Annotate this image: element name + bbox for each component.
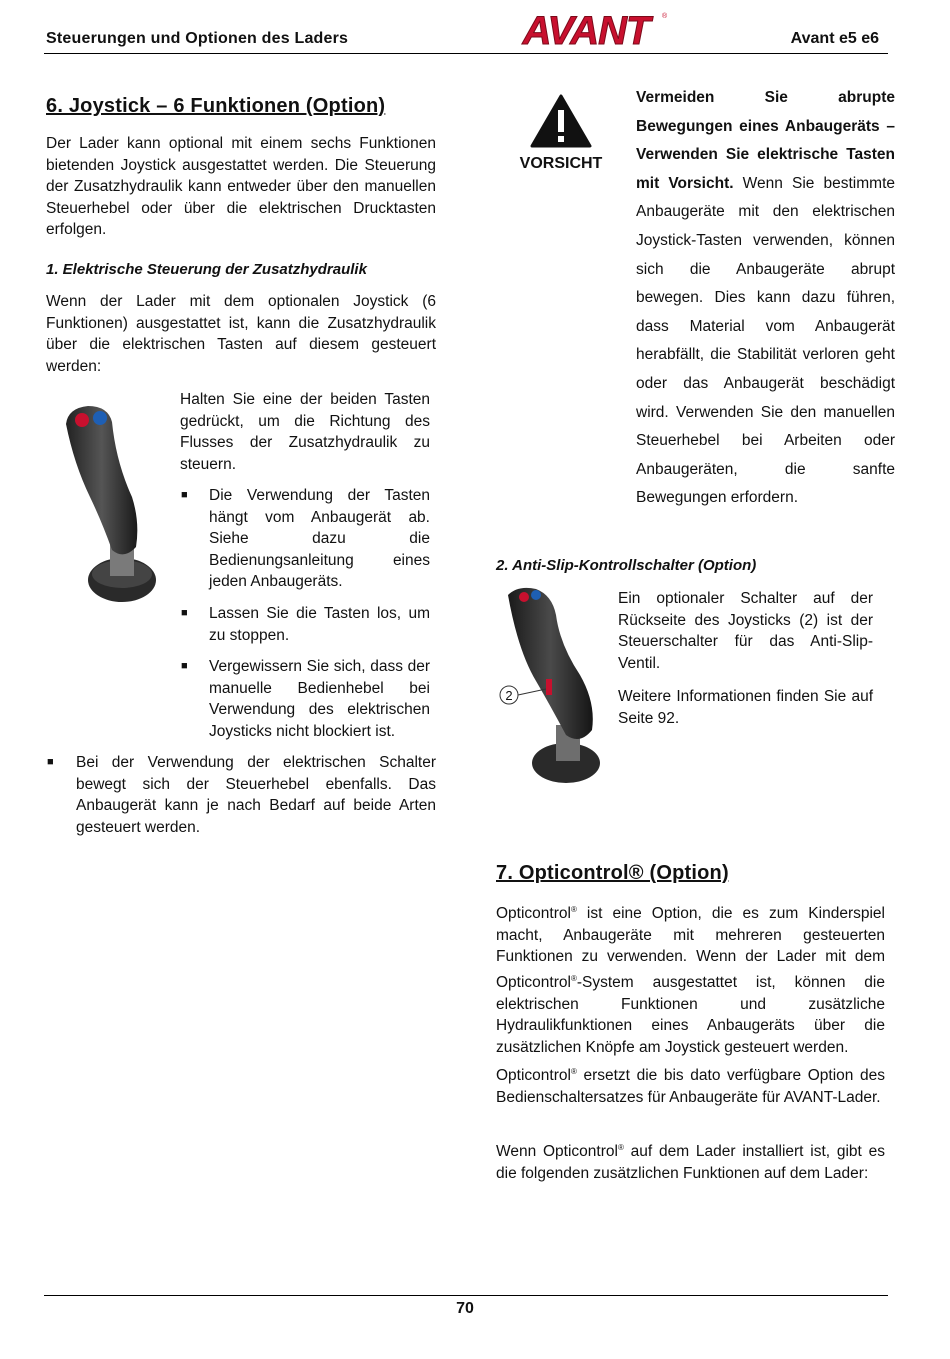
registered-mark: ®	[617, 1143, 624, 1152]
joystick-image	[58, 402, 168, 607]
text-span: Opticontrol	[496, 1067, 571, 1085]
subsection-2-reference: Weitere Informationen finden Sie auf Seite 92.	[618, 688, 873, 727]
bullet-item: Lassen Sie die Tasten los, um zu stoppen.	[209, 605, 430, 644]
bullet-marker: ■	[181, 660, 188, 672]
hold-buttons-text: Halten Sie eine der beiden Tasten gedrückt, um die Richtung des Flusses der Zusatzhydraulik zu steuern.	[180, 391, 430, 473]
warning-block	[514, 94, 608, 173]
bullet-marker: ■	[181, 489, 188, 501]
registered-mark: ®	[570, 1067, 577, 1076]
callout-number: 2	[505, 688, 513, 703]
footer-rule	[44, 1295, 888, 1296]
joystick-rear-image	[496, 585, 608, 785]
avant-logo	[502, 6, 670, 50]
opticontrol-paragraph-3	[496, 1137, 885, 1184]
text-span: ist eine Option, die es zum Kinderspiel macht, Anbaugeräte mit mehreren gesteuerten Funktionen zu verwenden. Wenn der Lader mit dem Opticontrol	[496, 905, 885, 992]
warning-label: VORSICHT	[519, 155, 603, 172]
text-span: Opticontrol	[496, 905, 571, 923]
registered-mark: ®	[570, 905, 577, 914]
registered-mark: ®	[570, 973, 577, 983]
section-6-intro: Der Lader kann optional mit einem sechs Funktionen bietenden Joystick ausgestattet werden. Die Steuerung der Zusatzhydraulik kann entweder über den manuellen Steuerhebel oder über die elektrischen Drucktasten erfolgen.	[46, 135, 436, 239]
section-7-title: 7. Opticontrol® (Option)	[496, 862, 729, 884]
opticontrol-paragraph-1	[496, 899, 885, 1058]
avant-logo-text: AVANT	[522, 9, 650, 50]
text-span: Wenn Opticontrol	[496, 1143, 618, 1161]
subsection-2-title: 2. Anti-Slip-Kontrollschalter (Option)	[496, 557, 757, 574]
text-span: auf dem Lader installiert ist, gibt es die folgenden zusätzlichen Funktionen auf dem Lader:	[496, 1143, 885, 1182]
bullet-marker: ■	[181, 607, 188, 619]
svg-text:®: ®	[662, 13, 668, 20]
opticontrol-paragraph-2	[496, 1061, 885, 1108]
warning-text-bold: Vermeiden Sie abrupte Bewegungen eines Anbaugeräts – Verwenden Sie elektrische Tasten mit Vorsicht.	[636, 89, 895, 192]
page-number: 70	[456, 1300, 474, 1317]
text-span: ersetzt die bis dato verfügbare Option des Bedienschaltersatzes für Anbaugeräte für AVANT-Lader.	[496, 1067, 885, 1106]
header-left-title: Steuerungen und Optionen des Laders	[46, 30, 349, 47]
outer-bullet-item: Bei der Verwendung der elektrischen Schalter bewegt sich der Steuerhebel ebenfalls. Das Anbaugerät kann je nach Bedarf auf beide Arten gesteuert werden.	[76, 754, 436, 836]
text-span: -System ausgestattet ist, können die elektrischen Funktionen und zusätzliche Hydraulikfunktionen eines Anbaugeräts über die zusätzlichen Knöpfe am Joystick gesteuert werden.	[496, 974, 885, 1056]
bullet-item: Die Verwendung der Tasten hängt vom Anbaugerät ab. Siehe dazu die Bedienungsanleitung eines jeden Anbaugeräts.	[209, 487, 430, 591]
warning-text-rest: Wenn Sie bestimmte Anbaugeräte mit den elektrischen Joystick-Tasten verwenden, können sich die Anbaugeräte abrupt bewegen. Dies kann dazu führen, dass Material vom Anbaugerät herabfällt, die Stabilität verloren geht oder das Anbaugerät beschädigt wird. Verwenden Sie den manuellen Steuerhebel bei Arbeiten oder Anbaugeräten, die sanfte Bewegungen erfordern.	[636, 174, 895, 507]
header-rule	[44, 53, 888, 54]
subsection-1-title: 1. Elektrische Steuerung der Zusatzhydraulik	[46, 261, 367, 278]
bullet-marker: ■	[47, 756, 54, 768]
bullet-item: Vergewissern Sie sich, dass der manuelle Bedienhebel bei Verwendung des elektrischen Joysticks nicht blockiert ist.	[209, 658, 430, 740]
warning-text	[636, 84, 895, 513]
subsection-1-text: Wenn der Lader mit dem optionalen Joystick (6 Funktionen) ausgestattet ist, kann die Zusatzhydraulik über die elektrischen Tasten auf diesem gesteuert werden:	[46, 293, 436, 375]
warning-triangle-icon	[530, 94, 592, 148]
header-right-title: Avant e5 e6	[790, 30, 879, 47]
section-6-title: 6. Joystick – 6 Funktionen (Option)	[46, 95, 386, 117]
subsection-2-text: Ein optionaler Schalter auf der Rückseite des Joysticks (2) ist der Steuerschalter für das Anti-Slip-Ventil.	[618, 590, 873, 672]
